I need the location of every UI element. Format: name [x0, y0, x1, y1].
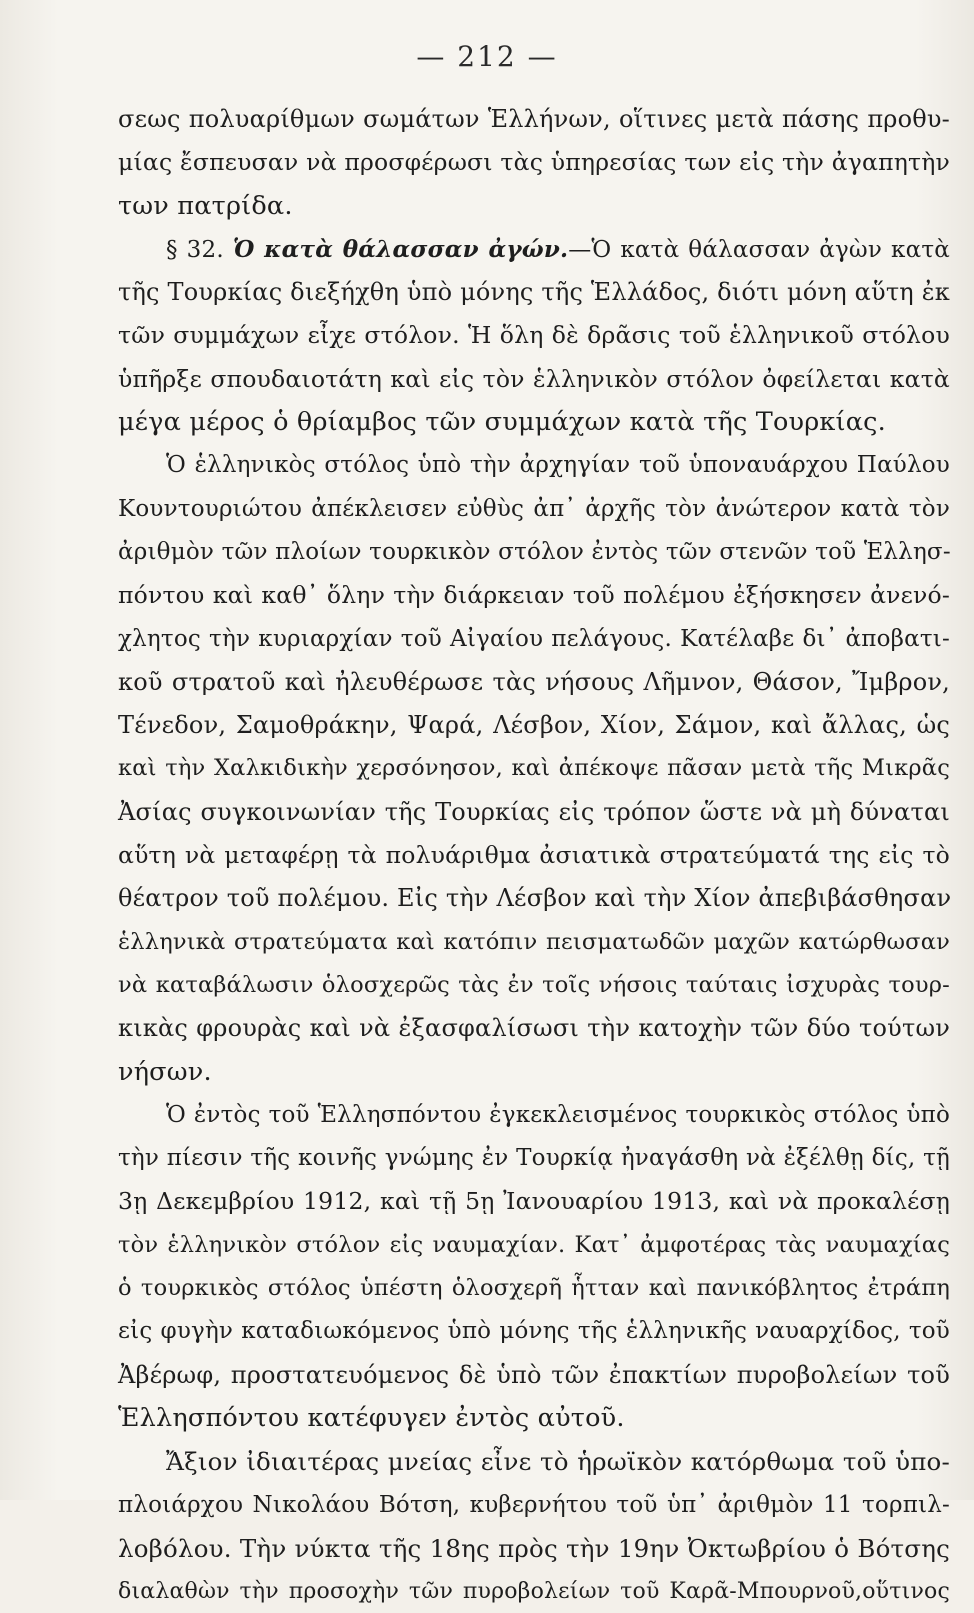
section-first-line: —Ὁ κατὰ θάλασσαν ἀγὼν κατὰ — [568, 236, 950, 263]
body-text — [118, 98, 950, 1613]
text-line: ἑλληνικὰ στρατεύματα καὶ κατόπιν πεισματωδῶν μαχῶν κατώρθωσαν — [118, 928, 950, 955]
text-line: Ἀβέρωφ, προστατευόμενος δὲ ὑπὸ τῶν ἐπακτίων πυροβολείων τοῦ — [118, 1360, 950, 1389]
text-line: ἀριθμὸν τῶν πλοίων τουρκικὸν στόλον ἐντὸς τῶν στενῶν τοῦ Ἑλλησ- — [118, 538, 951, 565]
text-line: Ἀσίας συγκοινωνίαν τῆς Τουρκίας εἰς τρόπον ὥστε νὰ μὴ δύναται — [118, 797, 950, 826]
text-line: ὑπῆρξε σπουδαιοτάτη καὶ εἰς τὸν ἑλληνικὸν στόλον ὀφείλεται κατὰ — [118, 364, 950, 393]
text-line: Ἄξιον ἰδιαιτέρας μνείας εἶνε τὸ ἡρωϊκὸν κατόρθωμα τοῦ ὑπο- — [166, 1447, 950, 1477]
section-title: Ὁ κατὰ θάλασσαν ἀγών. — [232, 235, 569, 263]
text-line: πόντου καὶ καθ᾿ ὅλην τὴν διάρκειαν τοῦ πολέμου ἐξήσκησεν ἀνενό- — [118, 581, 950, 610]
text-line: αὕτη νὰ μεταφέρῃ τὰ πολυάριθμα ἀσιατικὰ στρατεύματά της εἰς τὸ — [118, 841, 950, 870]
text-line: καὶ τὴν Χαλκιδικὴν χερσόνησον, καὶ ἀπέκοψε πᾶσαν μετὰ τῆς Μικρᾶς — [118, 755, 950, 782]
text-line: νήσων. — [118, 1056, 212, 1087]
text-line: λοβόλου. Τὴν νύκτα τῆς 18ης πρὸς τὴν 19ην Ὀκτωβρίου ὁ Βότσης — [118, 1533, 950, 1563]
text-line: Τένεδον, Σαμοθράκην, Ψαρά, Λέσβον, Χίον, Σάμον, καὶ ἄλλας, ὡς — [118, 711, 950, 740]
text-line: 3ῃ Δεκεμβρίου 1912, καὶ τῇ 5ῃ Ἰανουαρίου 1913, καὶ νὰ προκαλέσῃ — [118, 1187, 950, 1216]
text-line: τὸν ἑλληνικὸν στόλον εἰς ναυμαχίαν. Κατ᾿ ἀμφοτέρας τὰς ναυμαχίας — [118, 1231, 950, 1258]
page-number: — 212 — — [416, 40, 558, 73]
text-line: κικὰς φρουρὰς καὶ νὰ ἐξασφαλίσωσι τὴν κατοχὴν τῶν δύο τούτων — [118, 1014, 950, 1043]
text-line: μίας ἔσπευσαν νὰ προσφέρωσι τὰς ὑπηρεσίας των εἰς τὴν ἀγαπητὴν — [118, 148, 950, 177]
text-line: νὰ καταβάλωσιν ὁλοσχερῶς τὰς ἐν τοῖς νήσοις ταύταις ἰσχυρὰς τουρ- — [118, 971, 950, 998]
text-line: θέατρον τοῦ πολέμου. Εἰς τὴν Λέσβον καὶ τὴν Χίον ἀπεβιβάσθησαν — [118, 884, 952, 913]
text-line: των πατρίδα. — [118, 190, 293, 221]
text-line: εἰς φυγὴν καταδιωκόμενος ὑπὸ μόνης τῆς ἑλληνικῆς ναυαρχίδος, τοῦ — [118, 1318, 950, 1345]
text-line: σεως πολυαρίθμων σωμάτων Ἑλλήνων, οἵτινες μετὰ πάσης προθυ- — [118, 105, 950, 133]
text-line: μέγα μέρος ὁ θρίαμβος τῶν συμμάχων κατὰ τῆς Τουρκίας. — [118, 407, 886, 438]
text-line: τὴν πίεσιν τῆς κοινῆς γνώμης ἐν Τουρκίᾳ ἠναγάσθη νὰ ἐξέλθῃ δίς, τῇ — [118, 1145, 950, 1172]
text-line: χλητος τὴν κυριαρχίαν τοῦ Αἰγαίου πελάγους. Κατέλαβε δι᾿ ἀποβατι- — [118, 625, 950, 652]
text-line: τῶν συμμάχων εἶχε στόλον. Ἡ ὅλη δὲ δρᾶσις τοῦ ἑλληνικοῦ στόλου — [118, 321, 950, 350]
text-line: κοῦ στρατοῦ καὶ ἠλευθέρωσε τὰς νήσους Λῆμνον, Θάσον, Ἴμβρον, — [118, 667, 950, 696]
text-line: Ὁ ἑλληνικὸς στόλος ὑπὸ τὴν ἀρχηγίαν τοῦ ὑποναυάρχου Παύλου — [166, 452, 950, 479]
text-line: τῆς Τουρκίας διεξήχθη ὑπὸ μόνης τῆς Ἑλλάδος, διότι μόνη αὕτη ἐκ — [118, 278, 950, 307]
text-line: Ἑλλησπόντου κατέφυγεν ἐντὸς αὐτοῦ. — [118, 1402, 625, 1433]
text-line: Κουντουριώτου ἀπέκλεισεν εὐθὺς ἀπ᾿ ἀρχῆς τὸν ἀνώτερον κατὰ τὸν — [118, 495, 950, 522]
text-line: διαλαθὼν τὴν προσοχὴν τῶν πυροβολείων τοῦ Καρᾶ-Μπουρνοῦ,οὕτινος — [118, 1579, 950, 1605]
text-line: Ὁ ἐντὸς τοῦ Ἑλλησπόντου ἐγκεκλεισμένος τουρκικὸς στόλος ὑπὸ — [166, 1101, 950, 1128]
section-heading-line — [118, 228, 950, 271]
text-line: ὁ τουρκικὸς στόλος ὑπέστη ὁλοσχερῆ ἧτταν καὶ πανικόβλητος ἐτράπη — [118, 1275, 950, 1302]
text-line: πλοιάρχου Νικολάου Βότση, κυβερνήτου τοῦ ὑπ᾿ ἀριθμὸν 11 τορπιλ- — [118, 1491, 950, 1518]
section-number: § 32. — [166, 236, 224, 263]
